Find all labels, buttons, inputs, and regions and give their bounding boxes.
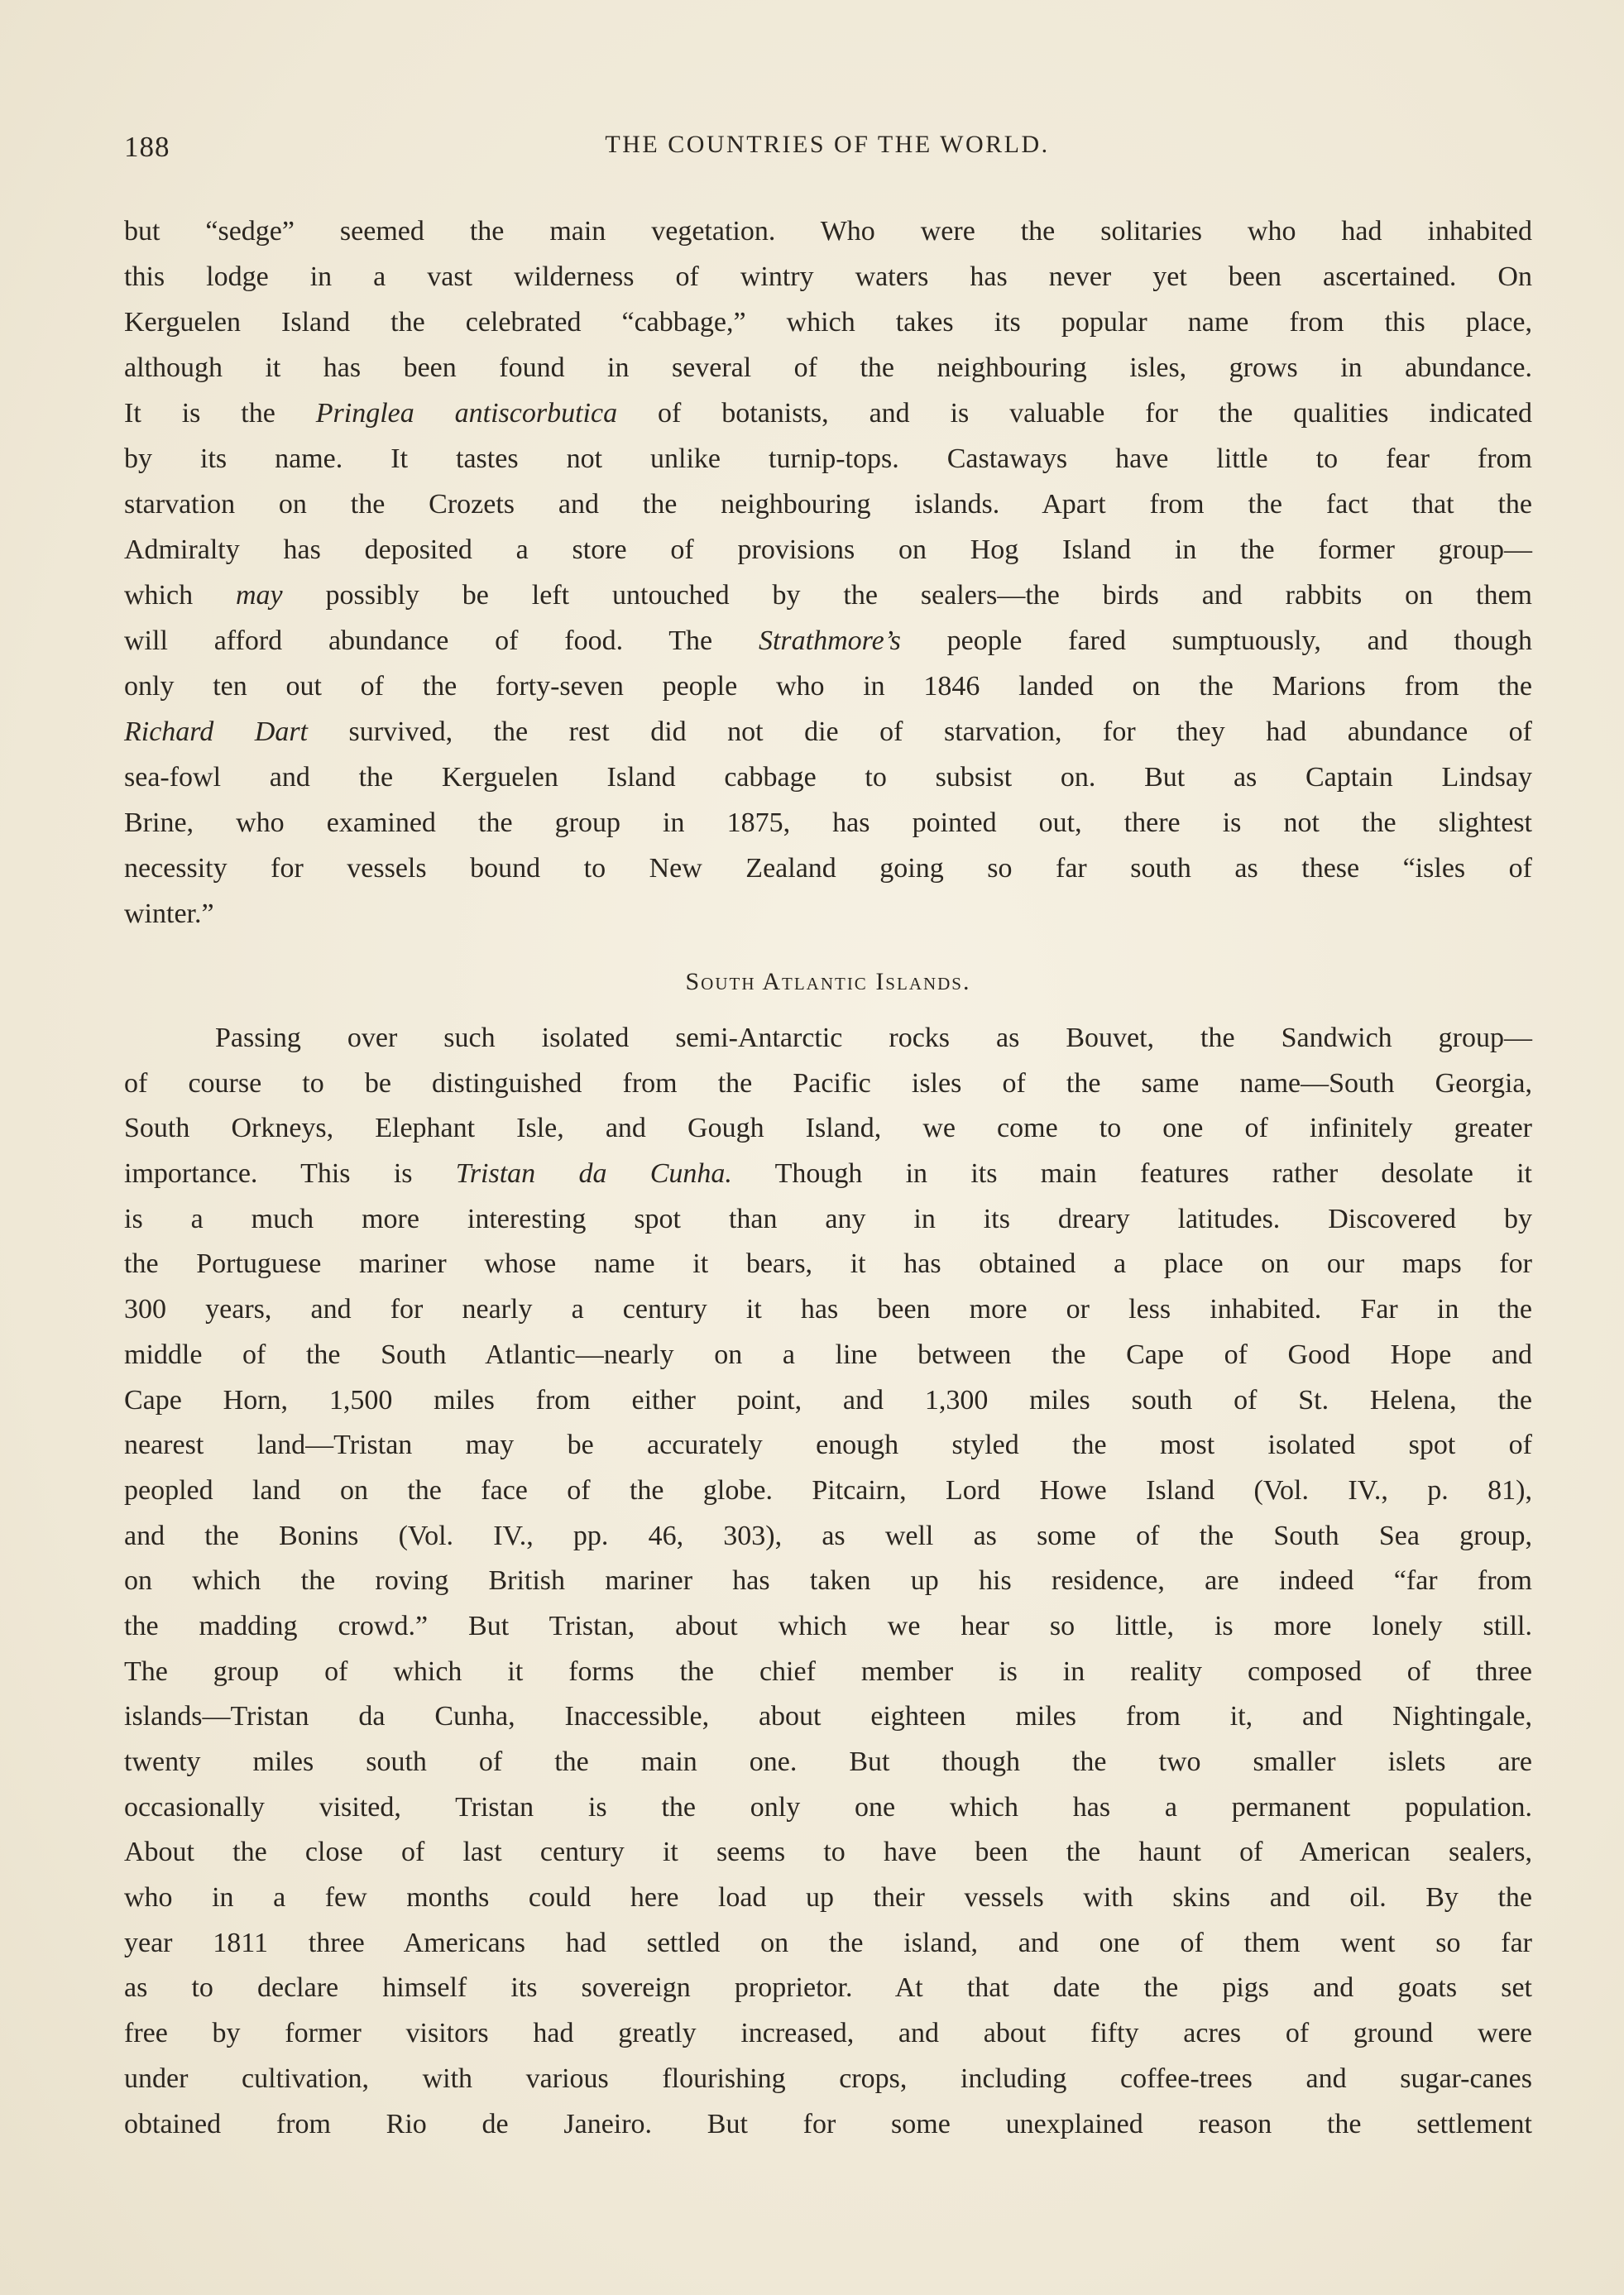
text-line: islands—Tristan da Cunha, Inaccessible, about eighteen miles from it, and Nightingale,: [124, 1701, 1532, 1732]
text-line: who in a few months could here load up their vessels with skins and oil. By the: [124, 1882, 1532, 1914]
text-line: under cultivation, with various flourishing crops, including coffee-trees and sugar-canes: [124, 2063, 1532, 2094]
text-line: the madding crowd.” But Tristan, about which we hear so little, is more lonely still.: [124, 1610, 1532, 1641]
text-line: occasionally visited, Tristan is the only one which has a permanent population.: [124, 1791, 1532, 1823]
text-line: will afford abundance of food. The Strathmore’s people fared sumptuously, and though: [124, 625, 1533, 656]
text-line: Kerguelen Island the celebrated “cabbage,” which takes its popular name from this place,: [124, 307, 1532, 338]
text-line: free by former visitors had greatly increased, and about fifty acres of ground were: [124, 2018, 1532, 2049]
text-line: South Orkneys, Elephant Isle, and Gough Island, we come to one of infinitely greater: [124, 1113, 1532, 1144]
text-line: although it has been found in several of the neighbouring isles, grows in abundance.: [124, 352, 1532, 383]
text-line: necessity for vessels bound to New Zealand going so far south as these “isles of: [124, 853, 1532, 884]
text-line: Cape Horn, 1,500 miles from either point, and 1,300 miles south of St. Helena, the: [124, 1384, 1532, 1416]
text-line: Richard Dart survived, the rest did not die of starvation, for they had abundance of: [124, 716, 1532, 747]
text-line: starvation on the Crozets and the neighbouring islands. Apart from the fact that the: [124, 489, 1532, 520]
running-title: THE COUNTRIES OF THE WORLD.: [605, 131, 1050, 158]
page-header: [124, 131, 1531, 172]
text-line: peopled land on the face of the globe. Pitcairn, Lord Howe Island (Vol. IV., p. 81),: [124, 1474, 1532, 1506]
text-line: which may possibly be left untouched by the sealers—the birds and rabbits on them: [124, 580, 1532, 611]
text-line: It is the Pringlea antiscorbutica of botanists, and is valuable for the qualities indicated: [124, 398, 1533, 429]
text-line: Passing over such isolated semi-Antarctic rocks as Bouvet, the Sandwich group—: [215, 1023, 1532, 1053]
text-line: as to declare himself its sovereign proprietor. At that date the pigs and goats set: [124, 1972, 1532, 2004]
text-line: middle of the South Atlantic—nearly on a line between the Cape of Good Hope and: [124, 1339, 1532, 1370]
text-line: Brine, who examined the group in 1875, has pointed out, there is not the slightest: [124, 807, 1532, 838]
text-line: the Portuguese mariner whose name it bears, it has obtained a place on our maps for: [124, 1248, 1532, 1280]
text-line: nearest land—Tristan may be accurately enough styled the most isolated spot of: [124, 1430, 1532, 1461]
text-line: this lodge in a vast wilderness of wintry waters has never yet been ascertained. On: [124, 261, 1532, 292]
page-number: 188: [124, 131, 170, 163]
text-line: About the close of last century it seems to have been the haunt of American sealers,: [124, 1837, 1532, 1868]
text-line: importance. This is Tristan da Cunha. Though in its main features rather desolate it: [124, 1158, 1532, 1190]
text-line: 300 years, and for nearly a century it has been more or less inhabited. Far in the: [124, 1294, 1532, 1325]
text-line: on which the roving British mariner has taken up his residence, are indeed “far from: [124, 1565, 1532, 1597]
text-line: obtained from Rio de Janeiro. But for some unexplained reason the settlement: [124, 2108, 1532, 2139]
text-line: of course to be distinguished from the Pacific isles of the same name—South Georgia,: [124, 1067, 1532, 1099]
paragraph-kerguelen: [124, 208, 1532, 937]
text-line: and the Bonins (Vol. IV., pp. 46, 303), as well as some of the South Sea group,: [124, 1520, 1532, 1551]
text-line: sea-fowl and the Kerguelen Island cabbage to subsist on. But as Captain Lindsay: [124, 762, 1532, 793]
text-line: by its name. It tastes not unlike turnip-tops. Castaways have little to fear from: [124, 443, 1532, 474]
text-line: twenty miles south of the main one. But though the two smaller islets are: [124, 1746, 1532, 1777]
text-line: Admiralty has deposited a store of provisions on Hog Island in the former group—: [124, 534, 1532, 565]
text-line: winter.”: [124, 898, 214, 929]
text-line: year 1811 three Americans had settled on the island, and one of them went so far: [124, 1927, 1532, 1958]
text-line: is a much more interesting spot than any in its dreary latitudes. Discovered by: [124, 1203, 1532, 1234]
paragraph-tristan-da-cunha: [124, 1016, 1532, 2147]
text-line: The group of which it forms the chief member is in reality composed of three: [124, 1655, 1532, 1687]
text-line: but “sedge” seemed the main vegetation. Who were the solitaries who had inhabited: [124, 216, 1532, 247]
section-heading: South Atlantic Islands.: [685, 968, 971, 995]
text-line: only ten out of the forty-seven people who in 1846 landed on the Marions from the: [124, 671, 1532, 702]
